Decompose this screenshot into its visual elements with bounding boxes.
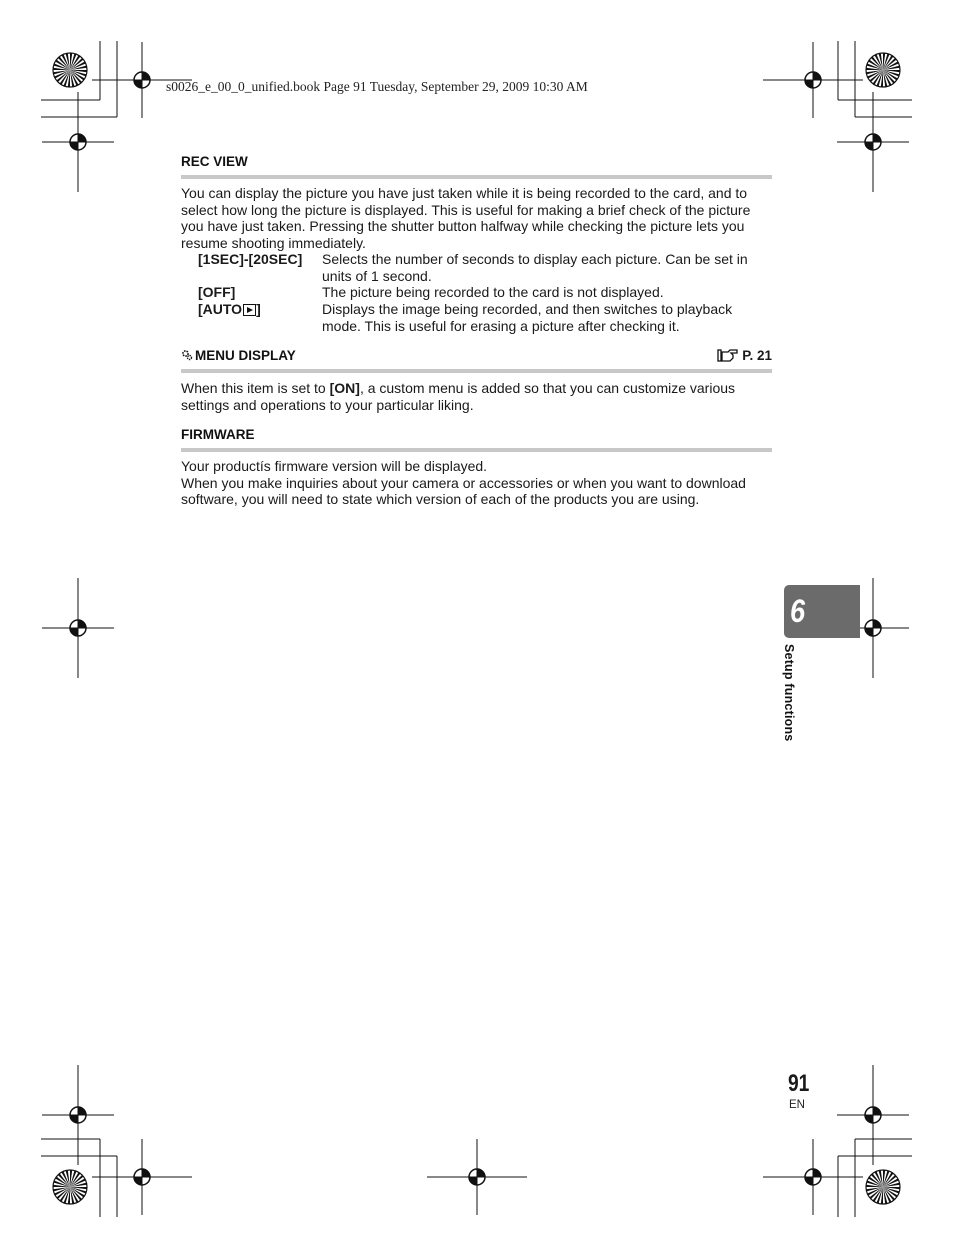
firmware-rule	[181, 448, 772, 452]
on-setting-label: [ON]	[329, 380, 360, 396]
registration-target-icon	[42, 578, 114, 678]
firmware-description	[181, 458, 776, 508]
text-line: resume shooting immediately.	[181, 234, 366, 251]
chapter-number: 6	[790, 593, 806, 629]
registration-target-icon	[763, 42, 863, 118]
rec-view-title: REC VIEW	[181, 154, 248, 169]
text-line: Selects the number of seconds to display each picture. Can be set in	[322, 251, 748, 267]
text-line: Displays the image being recorded, and then switches to playback	[322, 301, 733, 317]
color-bar-icon	[53, 53, 87, 87]
text-line: software, you will need to state which version of each of the products you are using.	[181, 491, 700, 507]
playback-icon	[243, 304, 256, 316]
book-header-line: s0026_e_00_0_unified.book Page 91 Tuesday, September 29, 2009 10:30 AM	[166, 79, 588, 94]
rec-view-description	[181, 185, 776, 251]
option-desc-auto	[322, 301, 772, 334]
option-term-auto-prefix: [AUTO	[198, 301, 243, 317]
option-term-auto	[198, 301, 318, 318]
text-line: The picture being recorded to the card is not displayed.	[322, 284, 664, 300]
option-desc-off	[322, 284, 772, 301]
menu-display-title: MENU DISPLAY	[195, 348, 296, 363]
page-reference-label: P. 21	[742, 348, 772, 363]
text-line: settings and operations to your particular liking.	[181, 396, 474, 413]
option-term-auto-suffix: ]	[256, 301, 261, 317]
registration-target-icon	[42, 1065, 114, 1165]
registration-target-icon	[427, 1139, 527, 1215]
text-run: When this item is set to	[181, 380, 330, 396]
text-line: select how long the picture is displayed. This is useful for making a brief check of the picture	[181, 201, 751, 218]
color-bar-icon	[866, 1170, 900, 1204]
registration-target-icon	[837, 92, 909, 192]
text-line: you have just taken. Pressing the shutter button halfway while checking the picture lets you	[181, 218, 745, 234]
text-line: When you make inquiries about your camera or accessories or when you want to download	[181, 474, 746, 491]
text-line	[181, 380, 776, 397]
registration-target-icon	[92, 1139, 192, 1215]
text-run: , a custom menu is added so that you can customize various	[359, 380, 736, 396]
gear-icon	[181, 349, 193, 361]
page-reference[interactable]	[717, 348, 772, 363]
rec-view-rule	[181, 175, 772, 179]
option-term-1sec-20sec: [1SEC]-[20SEC]	[198, 251, 303, 267]
option-term-off: [OFF]	[198, 284, 236, 300]
registration-target-icon	[42, 92, 114, 192]
menu-display-title-row	[181, 348, 772, 363]
menu-display-rule	[181, 369, 772, 373]
text-line: You can display the picture you have just taken while it is being recorded to the card, and to	[181, 185, 748, 201]
book-reference-icon	[717, 349, 739, 362]
page-language: EN	[789, 1099, 805, 1111]
firmware-title: FIRMWARE	[181, 427, 255, 442]
page-number: 91	[788, 1070, 810, 1097]
chapter-label: Setup functions	[782, 644, 796, 742]
text-line: mode. This is useful for erasing a picture after checking it.	[322, 317, 680, 334]
registration-target-icon	[837, 1065, 909, 1165]
text-line: Your productís firmware version will be displayed.	[181, 458, 488, 474]
color-bar-icon	[866, 53, 900, 87]
option-desc-1sec-20sec	[322, 251, 772, 284]
registration-target-icon	[763, 1139, 863, 1215]
text-line: units of 1 second.	[322, 267, 432, 284]
menu-display-description	[181, 380, 776, 413]
color-bar-icon	[53, 1170, 87, 1204]
